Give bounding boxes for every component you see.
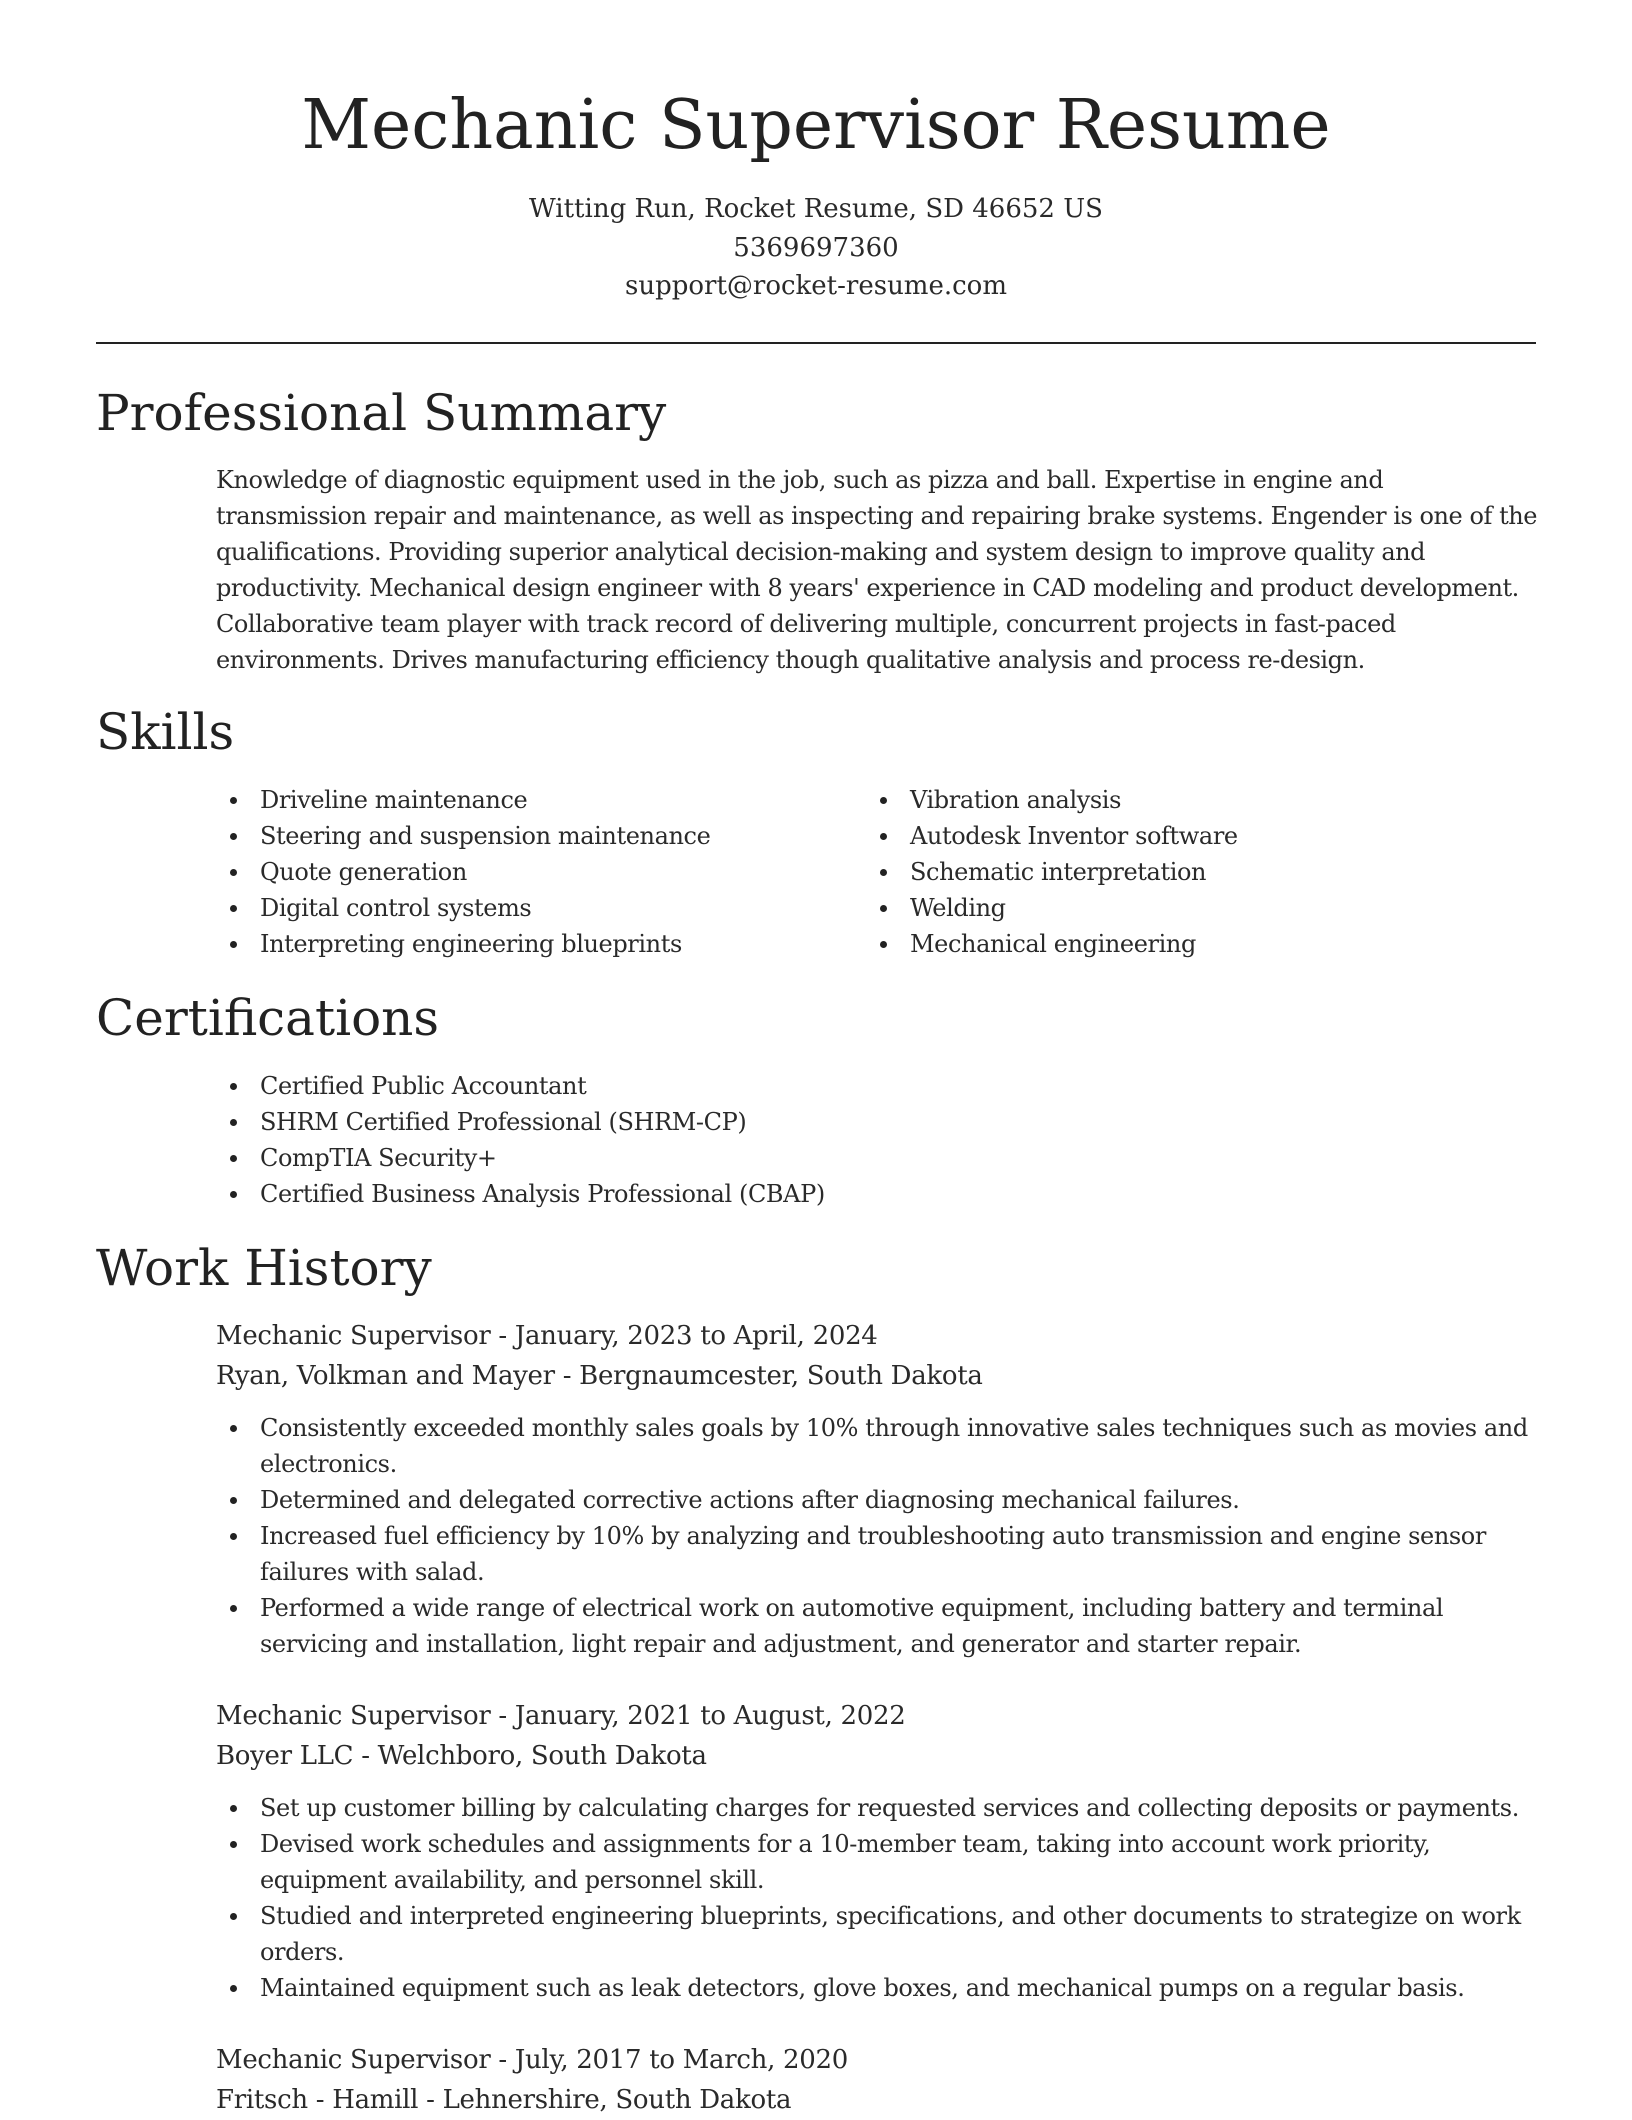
job-bullet: Devised work schedules and assignments for a 10-member team, taking into account work priority, equipment availability, and personnel skill. <box>216 1826 1546 1898</box>
job-bullet: Studied and interpreted engineering blueprints, specifications, and other documents to strategize on work orders. <box>216 1898 1546 1970</box>
contact-email: support@rocket-resume.com <box>624 271 1007 301</box>
job-title-line: Mechanic Supervisor - January, 2023 to April, 2024 <box>216 1321 878 1351</box>
skill-item: Driveline maintenance <box>216 782 836 818</box>
job-bullets <box>216 1790 1546 2006</box>
skill-item: Steering and suspension maintenance <box>216 818 836 854</box>
skills-heading: Skills <box>96 703 235 761</box>
job-bullet: Determined and delegated corrective actions after diagnosing mechanical failures. <box>216 1482 1546 1518</box>
skill-item: Schematic interpretation <box>866 854 1526 890</box>
work-history-heading: Work History <box>96 1239 432 1297</box>
header-divider <box>96 342 1536 344</box>
job-company-line: Fritsch - Hamill - Lehnershire, South Dakota <box>216 2085 792 2115</box>
certification-item: SHRM Certified Professional (SHRM-CP) <box>216 1104 1316 1140</box>
contact-address: Witting Run, Rocket Resume, SD 46652 US <box>529 194 1103 224</box>
summary-heading: Professional Summary <box>96 384 667 442</box>
skill-item: Quote generation <box>216 854 836 890</box>
skill-item: Digital control systems <box>216 890 836 926</box>
contact-phone: 5369697360 <box>733 232 899 263</box>
certification-item: Certified Public Accountant <box>216 1068 1316 1104</box>
certifications-heading: Certifications <box>96 989 440 1047</box>
job-bullet: Performed a wide range of electrical work on automotive equipment, including battery and terminal servicing and installation, light repair and adjustment, and generator and starter repair. <box>216 1590 1546 1662</box>
job-bullet: Increased fuel efficiency by 10% by analyzing and troubleshooting auto transmission and engine sensor failures with salad. <box>216 1518 1546 1590</box>
skill-item: Mechanical engineering <box>866 926 1526 962</box>
skill-item: Autodesk Inventor software <box>866 818 1526 854</box>
job-title-line: Mechanic Supervisor - July, 2017 to March, 2020 <box>216 2045 848 2075</box>
skill-item: Welding <box>866 890 1526 926</box>
certifications-list <box>216 1068 1316 1212</box>
contact-block <box>0 190 1632 306</box>
job-bullet: Set up customer billing by calculating charges for requested services and collecting deposits or payments. <box>216 1790 1546 1826</box>
resume-title: Mechanic Supervisor Resume <box>301 86 1331 165</box>
summary-text: Knowledge of diagnostic equipment used in the job, such as pizza and ball. Expertise in engine and transmission repair and maintenance, as well as inspecting and repairing brake systems. Engender is one of the qualifications. Providing superior analytical decision-making and system design to improve quality and productivity. Mechanical design engineer with 8 years' experience in CAD modeling and product development. Collaborative team player with track record of delivering multiple, concurrent projects in fast-paced environments. Drives manufacturing efficiency though qualitative analysis and process re-design. <box>216 466 1538 674</box>
certification-item: CompTIA Security+ <box>216 1140 1316 1176</box>
certification-item: Certified Business Analysis Professional (CBAP) <box>216 1176 1316 1212</box>
job-bullet: Maintained equipment such as leak detectors, glove boxes, and mechanical pumps on a regular basis. <box>216 1970 1546 2006</box>
job-company-line: Ryan, Volkman and Mayer - Bergnaumcester, South Dakota <box>216 1361 983 1391</box>
job-company-line: Boyer LLC - Welchboro, South Dakota <box>216 1741 707 1771</box>
skill-item: Vibration analysis <box>866 782 1526 818</box>
job-bullets <box>216 1410 1546 1662</box>
job-bullet: Consistently exceeded monthly sales goals by 10% through innovative sales techniques such as movies and electronics. <box>216 1410 1546 1482</box>
job-title-line: Mechanic Supervisor - January, 2021 to August, 2022 <box>216 1701 906 1731</box>
skill-item: Interpreting engineering blueprints <box>216 926 836 962</box>
skills-list-right <box>866 782 1526 962</box>
skills-list-left <box>216 782 836 962</box>
